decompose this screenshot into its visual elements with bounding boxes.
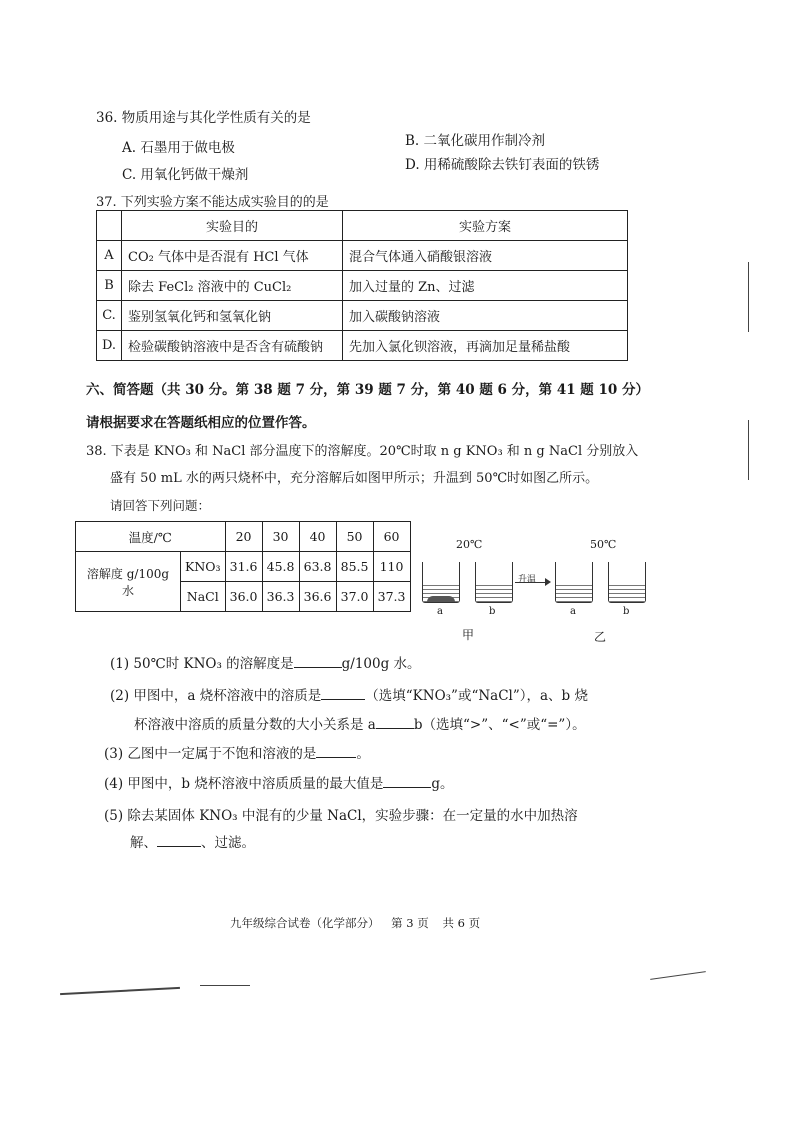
footer-paper: 九年级综合试卷（化学部分） (230, 916, 380, 930)
temp-cell: 40 (299, 522, 336, 552)
table-row (97, 211, 628, 241)
beaker-yi-b (608, 562, 646, 603)
q38-part1-text: (1) 50℃时 KNO₃ 的溶解度是 (110, 656, 294, 672)
answer-blank[interactable] (157, 846, 201, 847)
answer-blank[interactable] (316, 757, 356, 758)
heat-arrow-icon (515, 582, 547, 583)
beaker-jia-a (422, 562, 460, 603)
table-cell: 36.6 (299, 582, 336, 612)
answer-blank[interactable] (294, 667, 342, 668)
q38-part5-step: 解、 (130, 835, 157, 851)
section-title: 六、简答题（共 30 分。第 38 题 7 分，第 39 题 7 分，第 40 题 6 分，第 41 题 10 分） (86, 382, 649, 398)
beaker-label-b: b (489, 606, 496, 617)
q36-option-c: C. 用氧化钙做干燥剂 (122, 167, 249, 183)
table-header: 实验目的 (122, 211, 343, 241)
q38-part2-hint: （选填“KNO₃”或“NaCl”），a、b 烧 (365, 688, 588, 704)
q38-part3 (104, 742, 370, 762)
temp-cell: 50 (336, 522, 373, 552)
table-cell: 36.0 (225, 582, 262, 612)
answer-blank[interactable] (376, 728, 414, 729)
q38-part2-text: (2) 甲图中，a 烧杯溶液中的溶质是 (110, 688, 322, 704)
table-row (76, 522, 411, 552)
q38-part5-end: 、过滤。 (201, 835, 255, 851)
figure-label-20c: 20℃ (456, 538, 483, 551)
beaker-jia-b (475, 562, 513, 603)
answer-blank[interactable] (321, 699, 365, 700)
table-row (97, 301, 628, 331)
q36-option-d: D. 用稀硫酸除去铁钉表面的铁锈 (405, 157, 600, 173)
q38-line1: 38. 下表是 KNO₃ 和 NaCl 部分温度下的溶解度。20℃时取 n g KNO₃ 和 n g NaCl 分别放入 (86, 444, 639, 459)
q38-part2-cont (134, 713, 586, 733)
q36-stem: 36. 物质用途与其化学性质有关的是 (96, 110, 311, 126)
solubility-table (75, 521, 411, 612)
table-cell: 31.6 (225, 552, 262, 582)
footer (230, 915, 480, 931)
q38-part2 (110, 684, 588, 704)
q38-part5-cont (130, 831, 255, 851)
nacl-label: NaCl (181, 582, 226, 612)
beaker-label-a: a (437, 606, 443, 617)
q38-part4 (104, 772, 454, 792)
arrow-head-icon (545, 578, 551, 586)
table-cell: 45.8 (262, 552, 299, 582)
figure-label-50c: 50℃ (590, 538, 617, 551)
q36-option-a: A. 石墨用于做电极 (122, 140, 235, 156)
temp-cell: 60 (373, 522, 410, 552)
q38-part5: (5) 除去某固体 KNO₃ 中混有的少量 NaCl，实验步骤：在一定量的水中加热溶 (104, 808, 578, 824)
q38-part3-text: (3) 乙图中一定属于不饱和溶液的是 (104, 746, 317, 762)
heat-arrow-label: 升温 (518, 575, 537, 585)
table-row (97, 241, 628, 271)
table-cell: A (97, 241, 122, 271)
q38-part4-text: (4) 甲图中，b 烧杯溶液中溶质质量的最大值是 (104, 776, 384, 792)
q38-part2-compare-hint: b（选填“>”、“<”或“=”）。 (413, 717, 586, 733)
scan-artifact (748, 262, 749, 332)
table-cell: 加入碳酸钠溶液 (343, 301, 628, 331)
table-cell: D. (97, 331, 122, 361)
q38-line2: 盛有 50 mL 水的两只烧杯中，充分溶解后如图甲所示；升温到 50℃时如图乙所示。 (110, 471, 599, 486)
beaker-yi-a (555, 562, 593, 603)
scan-artifact (748, 420, 749, 480)
table-row (76, 552, 411, 582)
q38-part4-unit: g。 (431, 776, 454, 792)
table-cell: 检验碳酸钠溶液中是否含有硫酸钠 (122, 331, 343, 361)
solubility-label: 溶解度 g/100g 水 (76, 552, 181, 612)
scan-artifact (200, 985, 250, 986)
scan-artifact (650, 971, 706, 980)
q38-part2-compare: 杯溶液中溶质的质量分数的大小关系是 a (134, 717, 376, 733)
table-cell: 36.3 (262, 582, 299, 612)
table-cell: 37.3 (373, 582, 410, 612)
q38-line3: 请回答下列问题： (110, 498, 211, 513)
table-row (97, 331, 628, 361)
answer-blank[interactable] (383, 787, 431, 788)
beaker-label-a: a (570, 606, 576, 617)
table-cell: C. (97, 301, 122, 331)
table-cell (97, 211, 122, 241)
temp-label: 温度/℃ (76, 522, 226, 552)
table-header: 实验方案 (343, 211, 628, 241)
q38-part1-unit: g/100g 水。 (341, 656, 421, 672)
temp-cell: 30 (262, 522, 299, 552)
section-note: 请根据要求在答题纸相应的位置作答。 (86, 415, 316, 431)
table-cell: 85.5 (336, 552, 373, 582)
q36-option-b: B. 二氧化碳用作制冷剂 (405, 133, 546, 149)
table-cell: 加入过量的 Zn、过滤 (343, 271, 628, 301)
footer-page: 第 3 页 (391, 916, 429, 930)
kno3-label: KNO₃ (181, 552, 226, 582)
table-cell: 鉴别氢氧化钙和氢氧化钠 (122, 301, 343, 331)
temp-cell: 20 (225, 522, 262, 552)
q38-part3-end: 。 (356, 746, 370, 762)
footer-total: 共 6 页 (442, 916, 481, 930)
scan-artifact (60, 987, 180, 995)
table-cell: 110 (373, 552, 410, 582)
q37-table (96, 210, 628, 361)
table-cell: 先加入氯化钡溶液，再滴加足量稀盐酸 (343, 331, 628, 361)
table-cell: 37.0 (336, 582, 373, 612)
table-cell: 63.8 (299, 552, 336, 582)
table-cell: 除去 FeCl₂ 溶液中的 CuCl₂ (122, 271, 343, 301)
table-row (97, 271, 628, 301)
beaker-label-b: b (623, 606, 630, 617)
table-cell: 混合气体通入硝酸银溶液 (343, 241, 628, 271)
q37-stem: 37. 下列实验方案不能达成实验目的的是 (96, 195, 329, 210)
figure-caption-yi: 乙 (594, 630, 607, 644)
q38-part1 (110, 652, 421, 672)
table-cell: CO₂ 气体中是否混有 HCl 气体 (122, 241, 343, 271)
table-cell: B (97, 271, 122, 301)
figure-caption-jia: 甲 (462, 628, 475, 642)
